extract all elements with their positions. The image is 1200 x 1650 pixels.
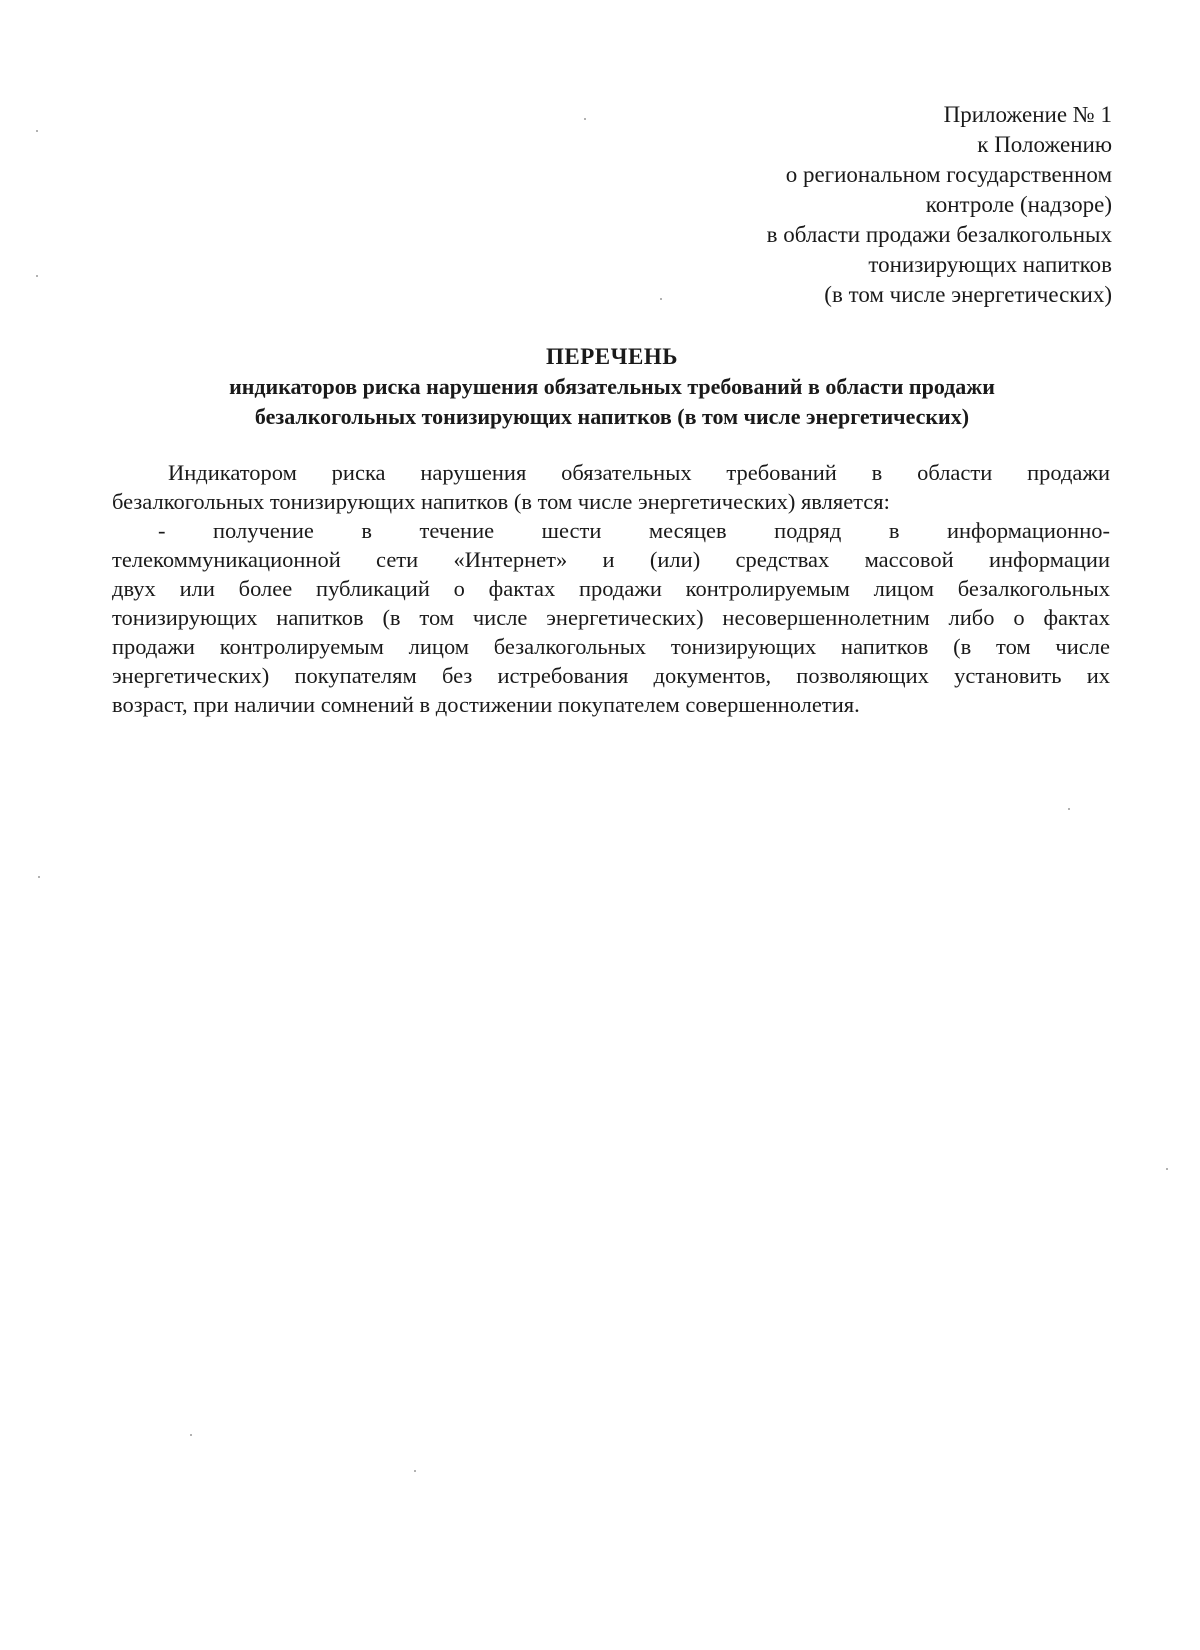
title-subtitle-line: безалкогольных тонизирующих напитков (в том числе энергетических)	[254, 404, 970, 429]
scan-speck	[414, 1470, 416, 1472]
scan-speck	[36, 275, 38, 277]
scan-speck	[38, 876, 40, 878]
scan-speck	[660, 298, 662, 300]
appendix-line: (в том числе энергетических)	[824, 282, 1112, 307]
appendix-line: контроле (надзоре)	[925, 192, 1112, 217]
appendix-line: в области продажи безалкогольных	[766, 222, 1112, 247]
item-line: телекоммуникационной сети «Интернет» и (или) средствах массовой информации	[112, 547, 1110, 572]
scan-speck	[1068, 808, 1070, 810]
item-line: тонизирующих напитков (в том числе энергетических) несовершеннолетним либо о фактах	[112, 605, 1110, 630]
item-line: продажи контролируемым лицом безалкогольных тонизирующих напитков (в том числе	[112, 634, 1110, 659]
document-body	[112, 458, 1110, 719]
scan-speck	[584, 118, 586, 120]
item-line: двух или более публикаций о фактах продажи контролируемым лицом безалкогольных	[112, 576, 1110, 601]
item-line: возраст, при наличии сомнений в достижении покупателем совершеннолетия.	[112, 692, 860, 717]
title-main: ПЕРЕЧЕНЬ	[546, 344, 678, 369]
appendix-header	[652, 100, 1112, 310]
document-title	[112, 342, 1112, 432]
title-subtitle-line: индикаторов риска нарушения обязательных требований в области продажи	[229, 374, 995, 399]
appendix-line: тонизирующих напитков	[868, 252, 1112, 277]
scan-speck	[36, 130, 38, 132]
appendix-line: Приложение № 1	[943, 102, 1112, 127]
item-line: - получение в течение шести месяцев подряд в информационно-	[158, 518, 1110, 543]
appendix-line: к Положению	[977, 132, 1112, 157]
appendix-line: о региональном государственном	[785, 162, 1112, 187]
intro-line: Индикатором риска нарушения обязательных требований в области продажи	[168, 460, 1110, 485]
scan-speck	[190, 1434, 192, 1436]
scan-speck	[1166, 1168, 1168, 1170]
item-line: энергетических) покупателям без истребования документов, позволяющих установить их	[112, 663, 1110, 688]
intro-line: безалкогольных тонизирующих напитков (в том числе энергетических) является:	[112, 489, 890, 514]
